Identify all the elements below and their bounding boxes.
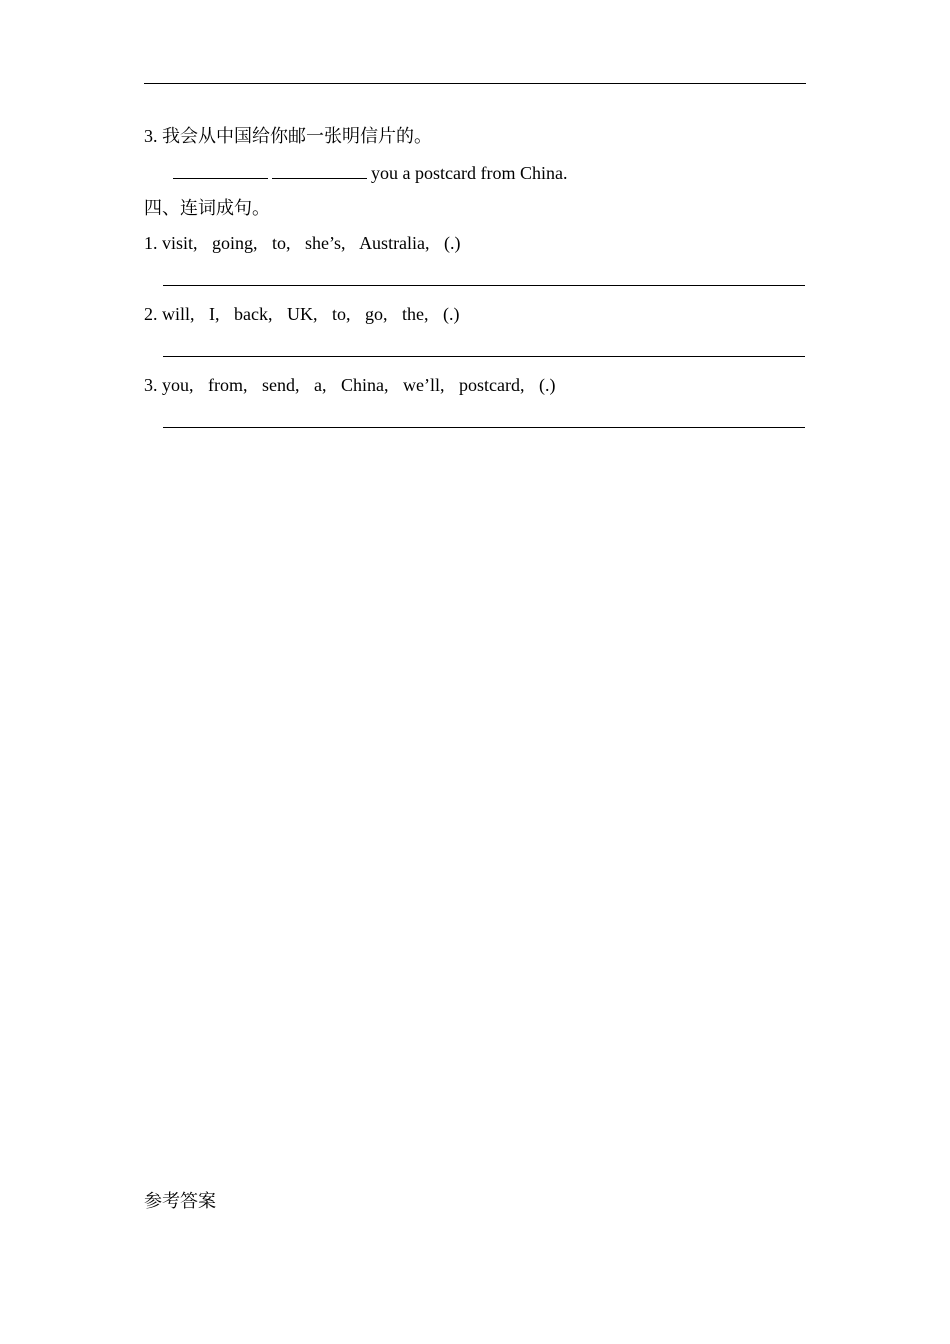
word: (.): [444, 233, 461, 253]
answers-heading: 参考答案: [144, 1191, 216, 1211]
word: from,: [208, 375, 248, 395]
scramble-item-1: [144, 231, 471, 255]
word: to,: [332, 304, 351, 324]
fill-blank-2[interactable]: [272, 160, 367, 179]
word: (.): [443, 304, 460, 324]
section-4-heading: 四、连词成句。: [144, 198, 270, 218]
question-3-prompt: 3. 我会从中国给你邮一张明信片的。: [144, 126, 432, 146]
word: (.): [538, 375, 556, 395]
word: postcard,: [458, 375, 525, 395]
header-rule: [144, 83, 806, 84]
item-number: 2.: [144, 304, 158, 324]
word: going,: [212, 233, 258, 253]
word: the,: [402, 304, 429, 324]
scramble-item-3: [144, 373, 565, 397]
word: I,: [209, 304, 220, 324]
word: you,: [162, 375, 194, 395]
word: send,: [262, 375, 300, 395]
word: UK,: [287, 304, 318, 324]
answer-line-3[interactable]: [163, 427, 805, 428]
word: go,: [365, 304, 388, 324]
answer-line-2[interactable]: [163, 356, 805, 357]
word: to,: [272, 233, 291, 253]
sentence-tail: you a postcard from China.: [371, 163, 568, 183]
word: back,: [234, 304, 273, 324]
word: China,: [341, 375, 389, 395]
word: we’ll,: [403, 375, 445, 395]
word: will,: [162, 304, 195, 324]
scramble-item-2: [144, 302, 470, 326]
item-number: 3.: [144, 375, 158, 395]
word: visit,: [162, 233, 198, 253]
word: a,: [314, 375, 327, 395]
word: she’s,: [305, 233, 346, 253]
item-number: 1.: [144, 233, 158, 253]
answer-line-1[interactable]: [163, 285, 805, 286]
question-3-fill-sentence: [173, 160, 567, 185]
fill-blank-1[interactable]: [173, 160, 268, 179]
word: Australia,: [359, 233, 430, 253]
